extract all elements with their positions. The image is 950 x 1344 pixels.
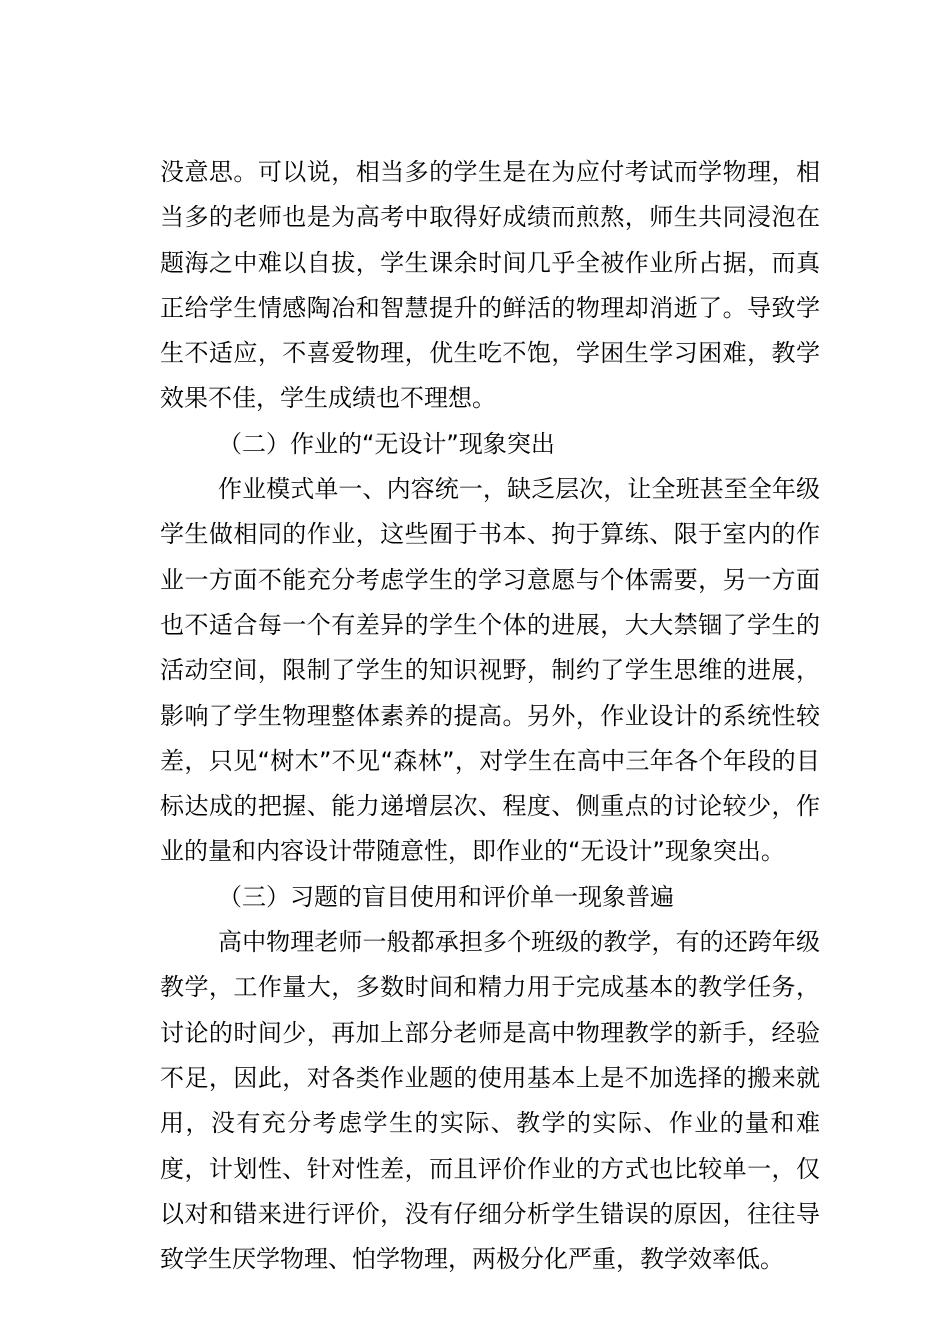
section-heading-3: （三）习题的盲目使用和评价单一现象普遍 <box>218 882 674 911</box>
paragraph-section-2: 作业模式单一、内容统一，缺乏层次，让全班甚至全年级学生做相同的作业，这些囿于书本、拘于算练、限于室内的作业一方面不能充分考虑学生的学习意愿与个体需要，另一方面也不适合每一个有差异的学生个体的进展，大大禁锢了学生的活动空间，限制了学生的知识视野，制约了学生思维的进展，影响了学生物理整体素养的提高。另外，作业设计的系统性较差，只见“树木”不见“森林”，对学生在高中三年各个年段的目标达成的把握、能力递增层次、程度、侧重点的讨论较少，作业的量和内容设计带随意性，即作业的“无设计”现象突出。 <box>160 475 820 866</box>
document-body <box>160 150 820 1282</box>
paragraph-continuation: 没意思。可以说，相当多的学生是在为应付考试而学物理，相当多的老师也是为高考中取得好成绩而煎熬，师生共同浸泡在题海之中难以自拔，学生课余时间几乎全被作业所占据，而真正给学生情感陶冶和智慧提升的鲜活的物理却消逝了。导致学生不适应，不喜爱物理，优生吃不饱，学困生学习困难，教学效果不佳，学生成绩也不理想。 <box>160 158 820 413</box>
section-heading-2: （二）作业的“无设计”现象突出 <box>218 429 555 458</box>
paragraph-section-3: 高中物理老师一般都承担多个班级的教学，有的还跨年级教学，工作量大，多数时间和精力用于完成基本的教学任务，讨论的时间少，再加上部分老师是高中物理教学的新手，经验不足，因此，对各类作业题的使用基本上是不加选择的搬来就用，没有充分考虑学生的实际、教学的实际、作业的量和难度，计划性、针对性差，而且评价作业的方式也比较单一，仅以对和错来进行评价，没有仔细分析学生错误的原因，往往导致学生厌学物理、怕学物理，两极分化严重，教学效率低。 <box>160 928 820 1274</box>
